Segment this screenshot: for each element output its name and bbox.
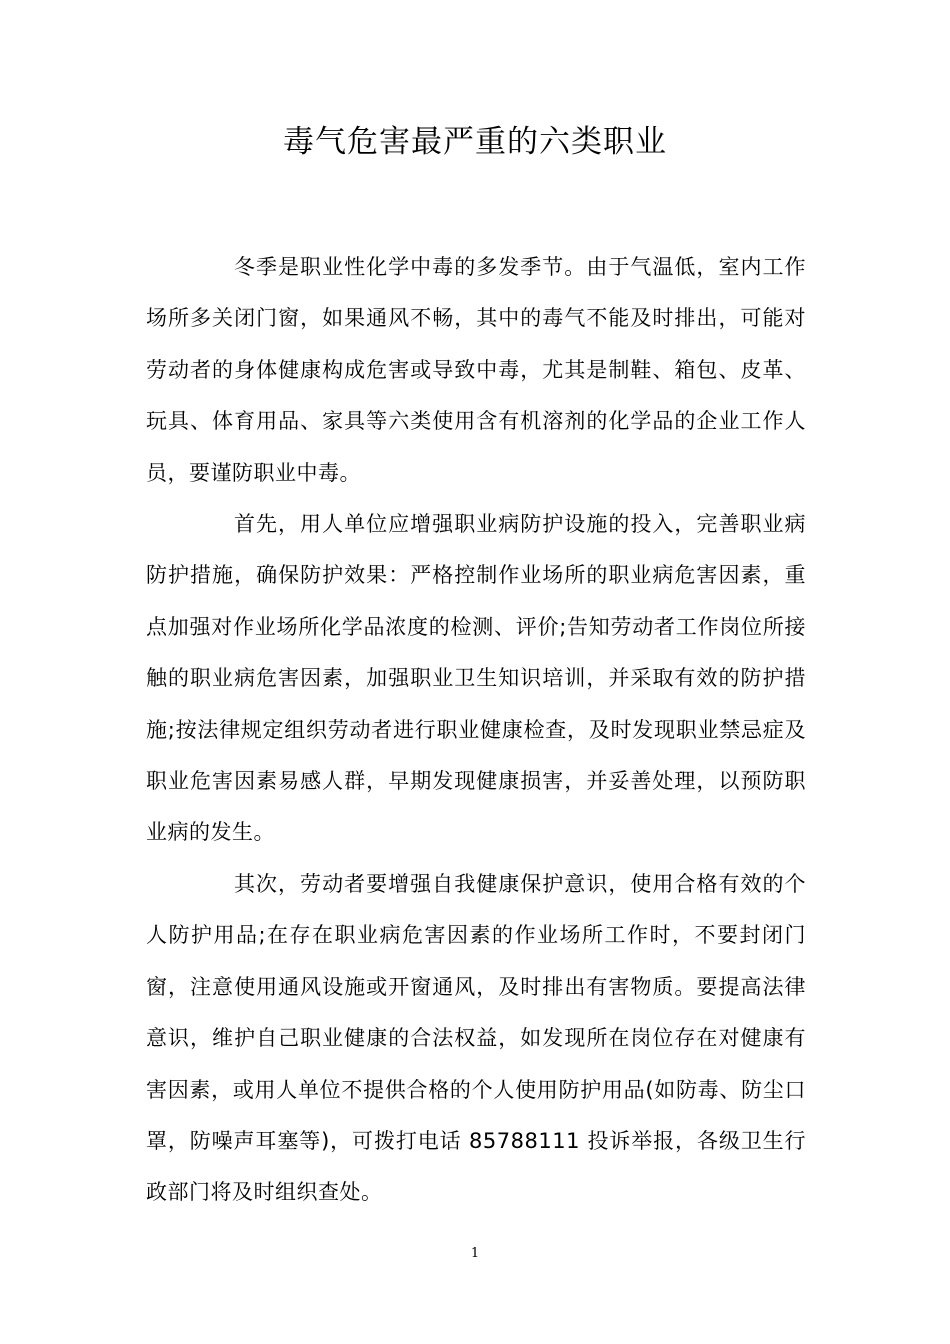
document-body (146, 242, 806, 1219)
paragraph-2: 首先，用人单位应增强职业病防护设施的投入，完善职业病防护措施，确保防护效果：严格控制作业场所的职业病危害因素，重点加强对作业场所化学品浓度的检测、评价;告知劳动者工作岗位所接触的职业病危害因素，加强职业卫生知识培训，并采取有效的防护措施;按法律规定组织劳动者进行职业健康检查，及时发现职业禁忌症及职业危害因素易感人群，早期发现健康损害，并妥善处理，以预防职业病的发生。 (146, 512, 806, 845)
paragraph-1: 冬季是职业性化学中毒的多发季节。由于气温低，室内工作场所多关闭门窗，如果通风不畅，其中的毒气不能及时排出，可能对劳动者的身体健康构成危害或导致中毒，尤其是制鞋、箱包、皮革、玩具、体育用品、家具等六类使用含有机溶剂的化学品的企业工作人员，要谨防职业中毒。 (146, 255, 806, 485)
page-number: 1 (470, 1246, 480, 1261)
document-title: 毒气危害最严重的六类职业 (283, 124, 667, 160)
paragraph-3: 其次，劳动者要增强自我健康保护意识，使用合格有效的个人防护用品;在存在职业病危害因素的作业场所工作时，不要封闭门窗，注意使用通风设施或开窗通风，及时排出有害物质。要提高法律意识，维护自己职业健康的合法权益，如发现所在岗位存在对健康有害因素，或用人单位不提供合格的个人使用防护用品(如防毒、防尘口罩，防噪声耳塞等)，可拨打电话 85788111 投诉举报，各级卫生行政部门将及时组织查处。 (146, 871, 806, 1205)
